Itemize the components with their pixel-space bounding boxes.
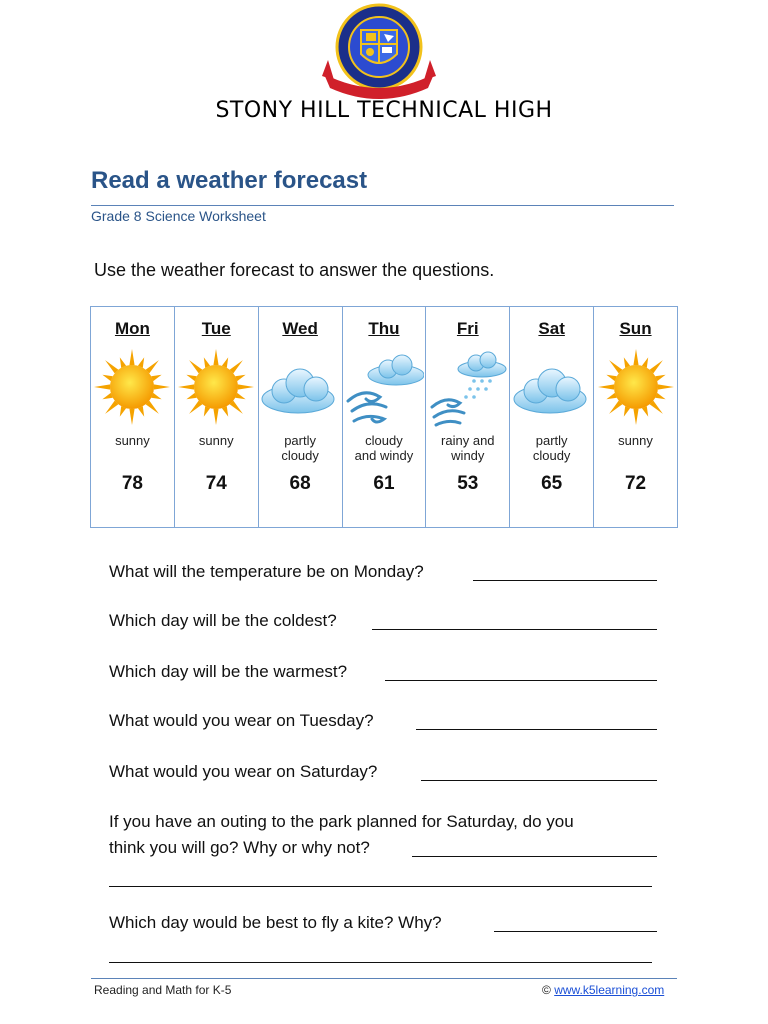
question-5: What would you wear on Saturday? <box>109 762 378 781</box>
copyright-symbol: © <box>542 983 551 997</box>
cloud-icon <box>259 347 342 429</box>
day-label: Sat <box>538 319 565 338</box>
forecast-day-wed <box>258 307 342 528</box>
condition-line-1: sunny <box>618 433 653 448</box>
sun-icon <box>594 347 677 429</box>
question-2: Which day will be the coldest? <box>109 611 337 630</box>
forecast-day-sat <box>510 307 594 528</box>
worksheet-title: Read a weather forecast <box>91 167 368 194</box>
question-6-line-2: think you will go? Why or why not? <box>109 838 370 857</box>
condition-text <box>259 433 342 473</box>
day-label: Fri <box>456 319 479 338</box>
forecast-day-tue <box>174 307 258 528</box>
question-7: Which day would be best to fly a kite? Why? <box>109 913 442 932</box>
sun-icon <box>175 347 258 429</box>
footer-left-text: Reading and Math for K-5 <box>94 983 232 997</box>
temperature: 78 <box>121 473 143 494</box>
answer-line-2[interactable] <box>372 629 657 630</box>
answer-line-1[interactable] <box>473 580 657 581</box>
condition-text <box>594 433 677 473</box>
condition-line-1: rainy and <box>441 433 495 448</box>
condition-text <box>343 433 426 473</box>
answer-line-7b[interactable] <box>109 962 652 963</box>
worksheet-subtitle: Grade 8 Science Worksheet <box>91 208 266 224</box>
forecast-day-mon <box>91 307 175 528</box>
question-4: What would you wear on Tuesday? <box>109 711 374 730</box>
answer-line-5[interactable] <box>421 780 657 781</box>
condition-line-1: cloudy <box>365 433 403 448</box>
temperature: 74 <box>205 473 227 494</box>
temperature: 72 <box>624 473 647 494</box>
condition-line-1: partly <box>284 433 316 448</box>
temperature: 65 <box>541 473 563 494</box>
question-1: What will the temperature be on Monday? <box>109 562 424 581</box>
instructions: Use the weather forecast to answer the questions. <box>94 260 495 280</box>
condition-line-1: sunny <box>198 433 234 448</box>
cloud-wind-icon <box>343 347 426 429</box>
condition-text <box>510 433 593 473</box>
answer-line-6b[interactable] <box>109 886 652 887</box>
forecast-day-thu <box>342 307 426 528</box>
answer-line-4[interactable] <box>416 729 657 730</box>
day-label: Mon <box>114 319 150 338</box>
footer-divider <box>91 978 677 979</box>
cloud-icon <box>510 347 593 429</box>
forecast-table <box>90 306 678 528</box>
k5learning-link[interactable]: www.k5learning.com <box>554 983 665 997</box>
school-logo <box>318 2 440 104</box>
forecast-day-fri <box>426 307 510 528</box>
condition-line-1: sunny <box>115 433 150 448</box>
day-label: Thu <box>368 319 400 338</box>
title-divider <box>91 205 674 206</box>
temperature: 68 <box>289 473 311 494</box>
condition-text <box>426 433 509 473</box>
temperature: 53 <box>457 473 479 494</box>
day-label: Tue <box>201 319 231 338</box>
forecast-row <box>91 307 678 528</box>
sun-icon <box>91 347 174 429</box>
day-label: Sun <box>619 319 652 338</box>
condition-text <box>175 433 258 473</box>
answer-line-7a[interactable] <box>494 931 657 932</box>
question-3: Which day will be the warmest? <box>109 662 348 681</box>
condition-text <box>91 433 174 473</box>
rain-wind-icon <box>426 347 509 429</box>
condition-line-2: windy <box>451 448 485 463</box>
condition-line-2: cloudy <box>281 448 319 463</box>
school-name: STONY HILL TECHNICAL HIGH <box>215 98 553 123</box>
condition-line-1: partly <box>535 433 568 448</box>
forecast-day-sun <box>594 307 678 528</box>
footer-right <box>542 983 664 997</box>
question-6-line-1: If you have an outing to the park planned for Saturday, do you <box>109 812 574 831</box>
answer-line-6a[interactable] <box>412 856 657 857</box>
day-label: Wed <box>282 319 318 338</box>
condition-line-2: and windy <box>354 448 414 463</box>
condition-line-2: cloudy <box>532 448 571 463</box>
answer-line-3[interactable] <box>385 680 657 681</box>
temperature: 61 <box>373 473 395 494</box>
